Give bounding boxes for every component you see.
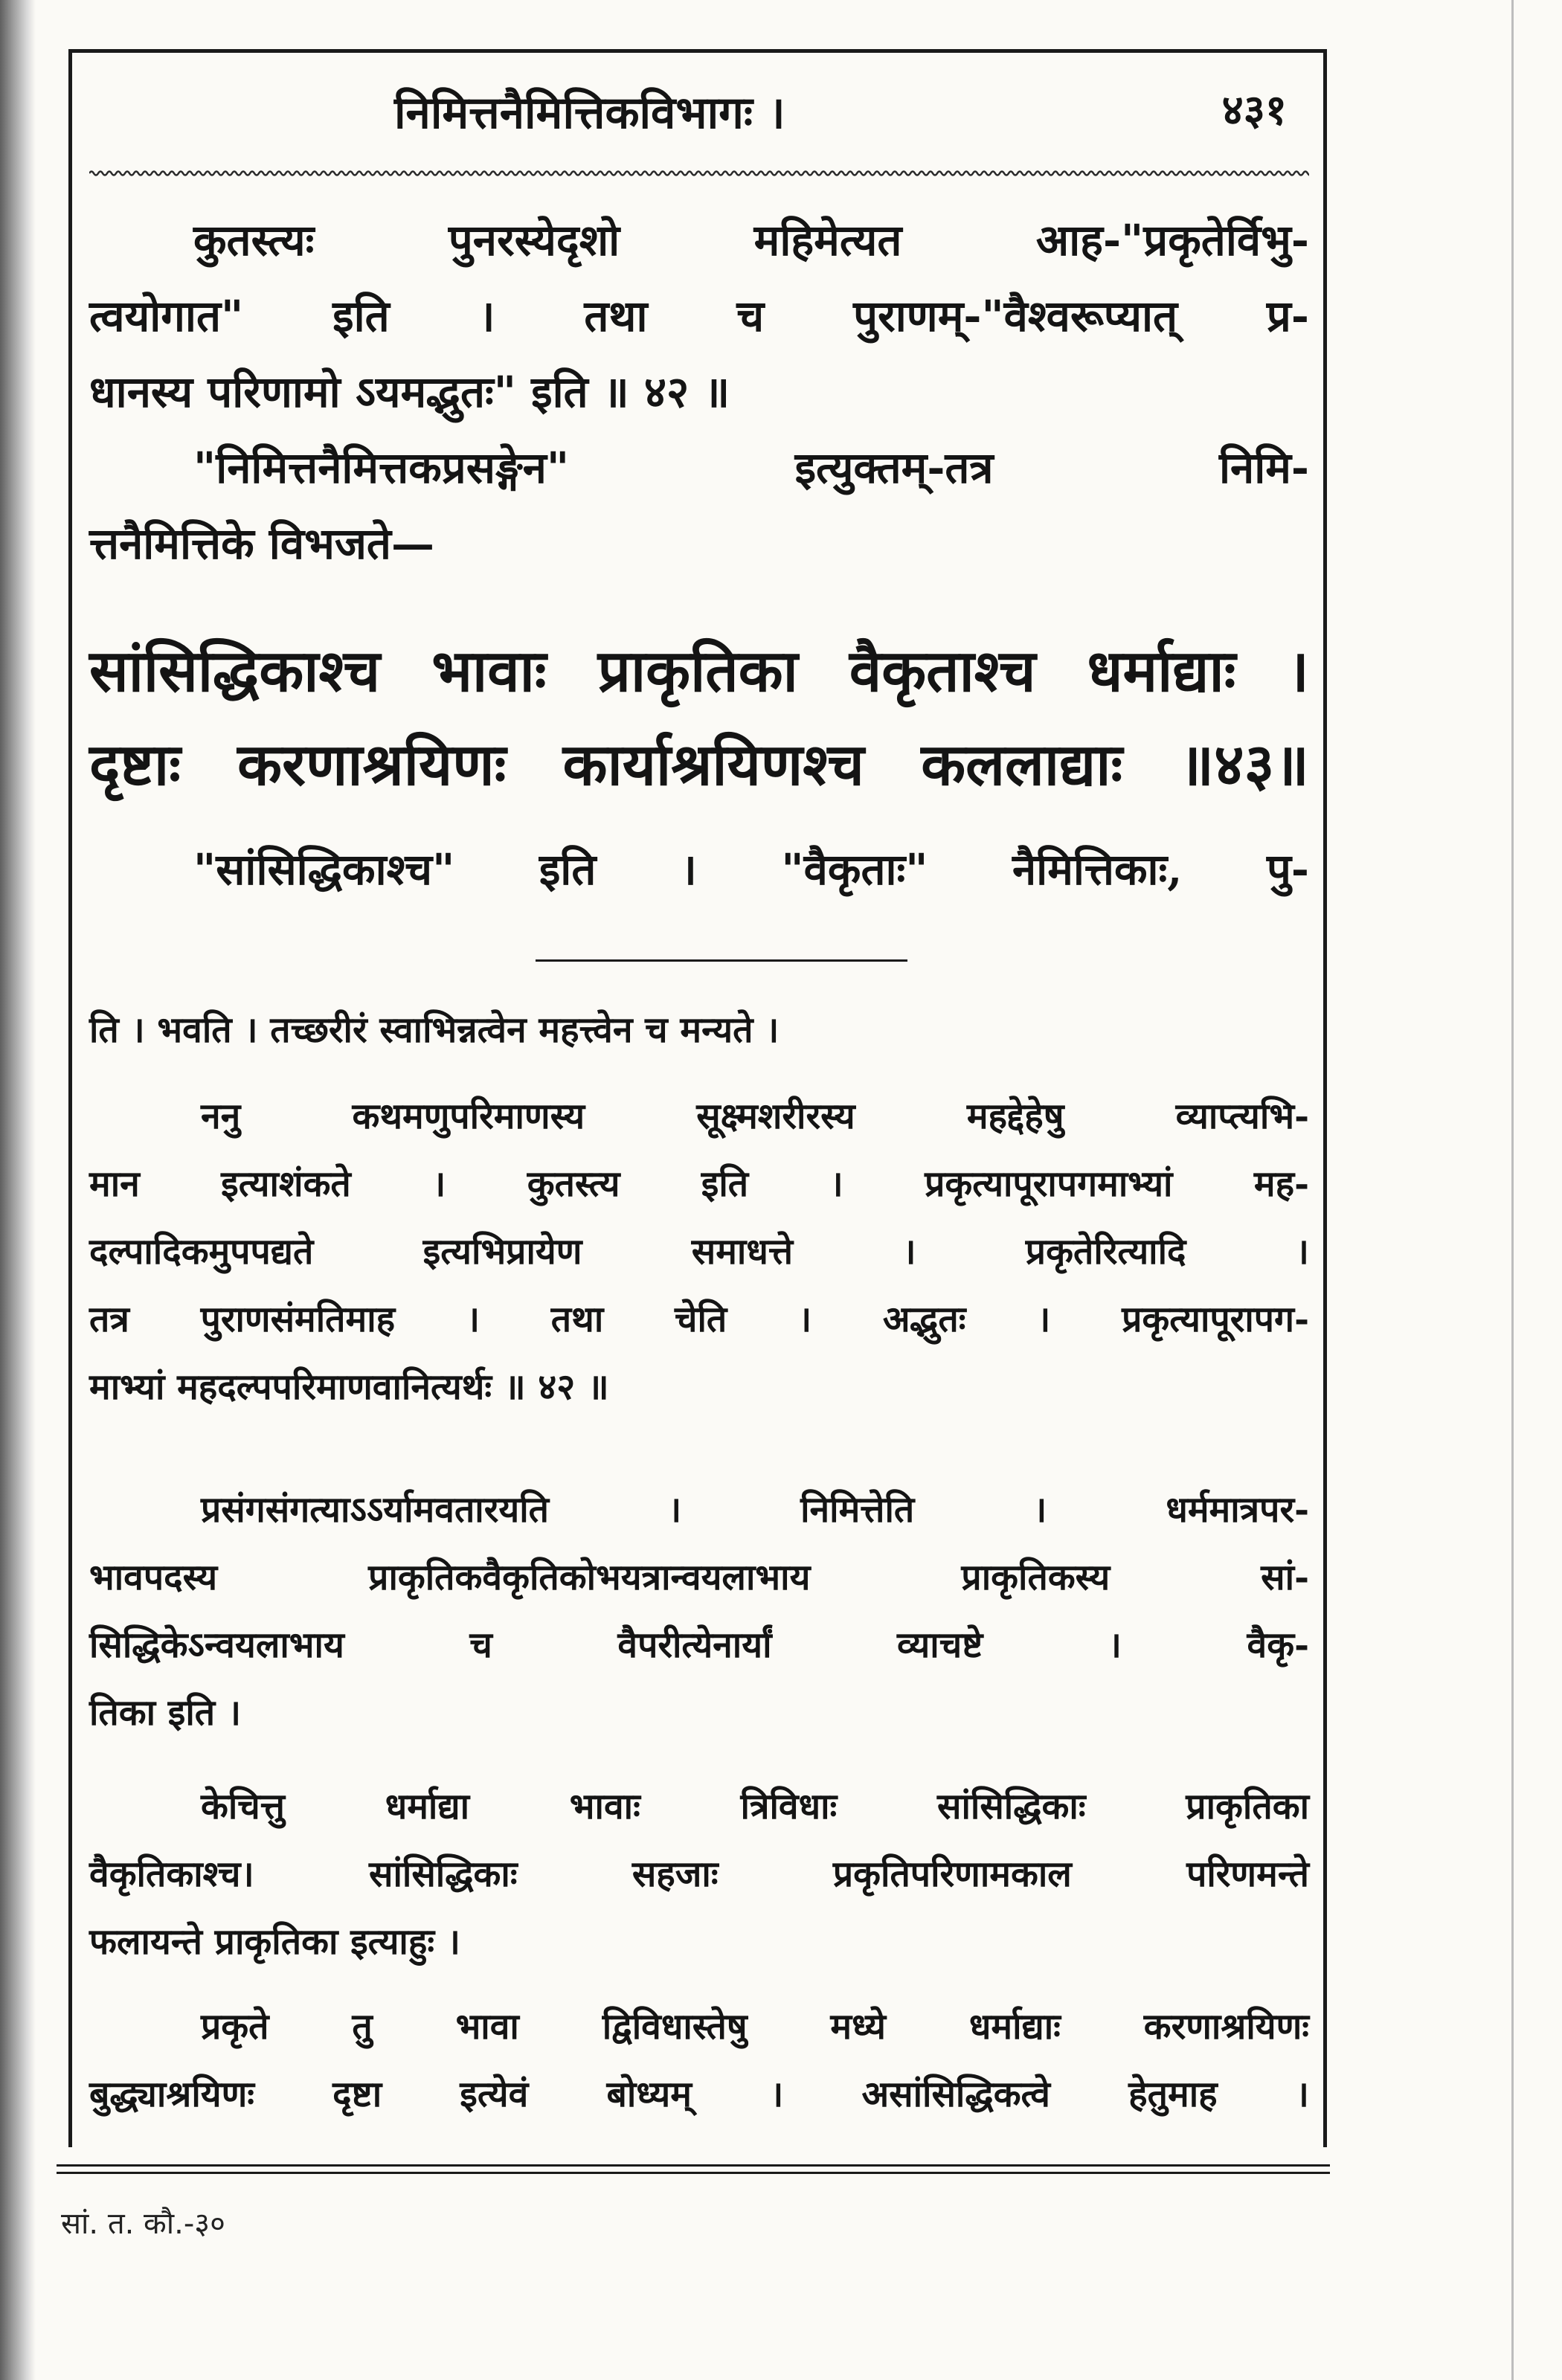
text-line: तत्र पुराणसंमतिमाह । तथा चेति । अद्भुतः । प्रकृत्यापूरापग- [89, 1299, 1309, 1340]
footnote-separator [536, 959, 907, 962]
text-line: ति । भवति । तच्छरीरं स्वाभिन्नत्वेन महत्त्वेन च मन्यते । [89, 1009, 780, 1051]
footnote-paragraph-3 [89, 1476, 1309, 1747]
footnote-paragraph-1 [89, 997, 1309, 1064]
text-line: भावपदस्य प्राकृतिकवैकृतिकोभयत्रान्वयलाभाय प्राकृतिकस्य सां- [89, 1557, 1309, 1598]
text-line: प्रसंगसंगत्याऽऽर्यामवतारयति । निमित्तेति । धर्ममात्रपर- [201, 1489, 1309, 1531]
text-line: त्वयोगात" इति । तथा च पुराणम्-"वैश्वरूप्यात् प्र- [89, 291, 1309, 341]
commentary-paragraph-1 [89, 202, 1309, 430]
text-line: "सांसिद्धिकाश्च" इति । "वैकृताः" नैमित्तिकाः, पु- [193, 844, 1309, 895]
verse-line: दृष्टाः करणाश्रयिणः कार्याश्रयिणश्च कललाद्याः ॥४३॥ [89, 731, 1309, 799]
signature-mark: सां. त. कौ.-३० [61, 2207, 225, 2241]
footnote-paragraph-2 [89, 1083, 1309, 1421]
scan-left-shadow [0, 0, 36, 2380]
text-line: मान इत्याशंकते । कुतस्त्य इति । प्रकृत्यापूरापगमाभ्यां मह- [89, 1163, 1309, 1205]
text-line: वैकृतिकाश्च। सांसिद्धिकाः सहजाः प्रकृतिपरिणामकाल परिणमन्ते [89, 1853, 1309, 1895]
commentary-paragraph-2 [89, 430, 1309, 582]
text-line: त्तनैमित्तिके विभजते— [89, 518, 434, 569]
text-line: माभ्यां महदल्पपरिमाणवानित्यर्थः ॥ ४२ ॥ [89, 1366, 609, 1408]
text-line: सिद्धिकेऽन्वयलाभाय च वैपरीत्येनार्यां व्याचष्टे । वैकृ- [89, 1624, 1309, 1666]
karika-verse [89, 625, 1309, 812]
verse-line: सांसिद्धिकाश्च भावाः प्राकृतिका वैकृताश्च धर्माद्याः । [89, 637, 1309, 705]
text-line: बुद्ध्याश्रयिणः दृष्टा इत्येवं बोध्यम् । असांसिद्धिकत्वे हेतुमाह । [89, 2074, 1309, 2115]
page-number: ४३१ [1221, 86, 1287, 135]
header-title: निमित्तनैमित्तिकविभागः । [394, 87, 785, 139]
footnote-paragraph-4 [89, 1773, 1309, 1976]
scan-right-edge [1511, 0, 1514, 2380]
text-line: तिका इति । [89, 1692, 242, 1734]
bottom-double-rule [57, 2164, 1330, 2174]
text-line: धानस्य परिणामो ऽयमद्भुतः" इति ॥ ४२ ॥ [89, 367, 730, 417]
text-line: दल्पादिकमुपपद्यते इत्यभिप्रायेण समाधत्ते । प्रकृतेरित्यादि । [89, 1231, 1309, 1273]
text-line: कुतस्त्यः पुनरस्येदृशो महिमेत्यत आह-"प्रकृतेर्विभु- [193, 215, 1309, 266]
text-line: "निमित्तनैमित्तकप्रसङ्गेन" इत्युक्तम्-तत्र निमि- [193, 443, 1309, 493]
text-line: प्रकृते तु भावा द्विविधास्तेषु मध्ये धर्माद्याः करणाश्रयिणः [201, 2006, 1309, 2048]
text-line: केचित्तु धर्माद्या भावाः त्रिविधाः सांसिद्धिकाः प्राकृतिका [201, 1786, 1309, 1827]
text-line: फलायन्ते प्राकृतिका इत्याहुः । [89, 1921, 460, 1963]
wavy-divider [89, 168, 1309, 178]
commentary-after-verse [89, 832, 1309, 907]
footnote-paragraph-5 [89, 1993, 1309, 2129]
text-line: ननु कथमणुपरिमाणस्य सूक्ष्मशरीरस्य महद्देहेषु व्याप्त्यभि- [201, 1096, 1309, 1137]
running-header [149, 80, 1309, 147]
